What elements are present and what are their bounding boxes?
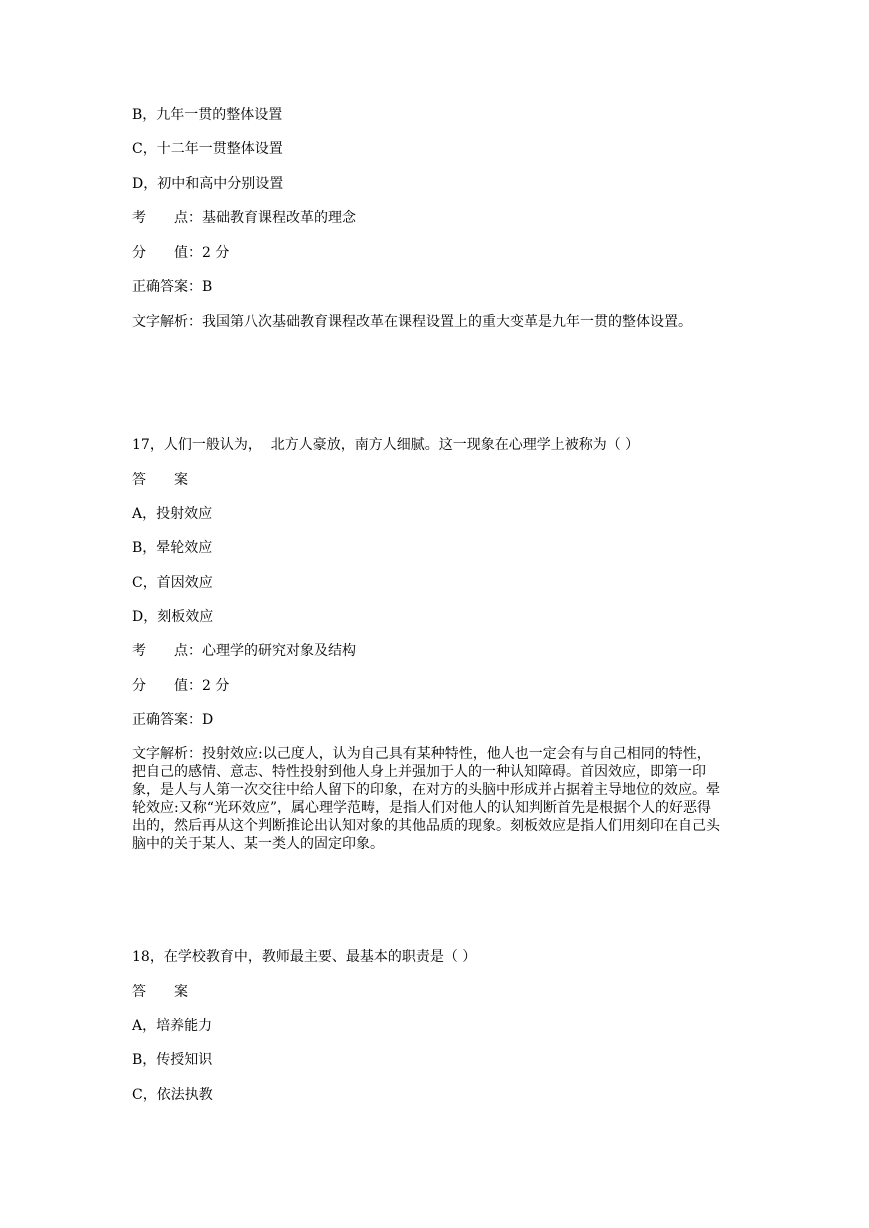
q16-option-b: B，九年一贯的整体设置 — [132, 107, 283, 123]
q16-option-d: D，初中和高中分别设置 — [132, 176, 284, 192]
q17-option-a: A，投射效应 — [132, 506, 213, 522]
q16-correct-answer: 正确答案：B — [132, 279, 213, 295]
q18-option-c: C，依法执教 — [132, 1087, 213, 1103]
q17-option-b: B，晕轮效应 — [132, 540, 213, 556]
q17-analysis: 文字解析：投射效应:以己度人，认为自己具有某种特性，他人也一定会有与自己相同的特性，把自己的感情、意志、特性投射到他人身上并强加于人的一种认知障碍。首因效应，即第一印象，是人与人第一次交往中给人留下的印象，在对方的头脑中形成并占据着主导地位的效应。晕轮效应:又称“光环效应”，属心理学范畴，是指人们对他人的认知判断首先是根据个人的好恶得出的，然后再从这个判断推论出认知对象的其他品质的现象。刻板效应是指人们用刻印在自己头脑中的关于某人、某一类人的固定印象。 — [132, 746, 720, 852]
q17-option-d: D，刻板效应 — [132, 609, 214, 625]
q17-option-c: C，首因效应 — [132, 575, 213, 591]
q16-fenzhi: 分 值：2 分 — [132, 245, 230, 261]
q18-option-b: B，传授知识 — [132, 1052, 213, 1068]
q17-fenzhi: 分 值：2 分 — [132, 678, 230, 694]
q16-kaodian: 考 点：基础教育课程改革的理念 — [132, 210, 356, 226]
q18-option-a: A，培养能力 — [132, 1018, 213, 1034]
q18-answer-label: 答 案 — [132, 984, 188, 1000]
q17-correct-answer: 正确答案：D — [132, 712, 214, 728]
q18-question: 18，在学校教育中，教师最主要、最基本的职责是（ ） — [132, 949, 477, 965]
q17-kaodian: 考 点：心理学的研究对象及结构 — [132, 643, 356, 659]
q17-question: 17，人们一般认为， 北方人豪放，南方人细腻。这一现象在心理学上被称为（ ） — [132, 437, 640, 453]
q17-answer-label: 答 案 — [132, 472, 188, 488]
q16-analysis: 文字解析：我国第八次基础教育课程改革在课程设置上的重大变革是九年一贯的整体设置。 — [132, 314, 692, 330]
q16-option-c: C，十二年一贯整体设置 — [132, 141, 283, 157]
